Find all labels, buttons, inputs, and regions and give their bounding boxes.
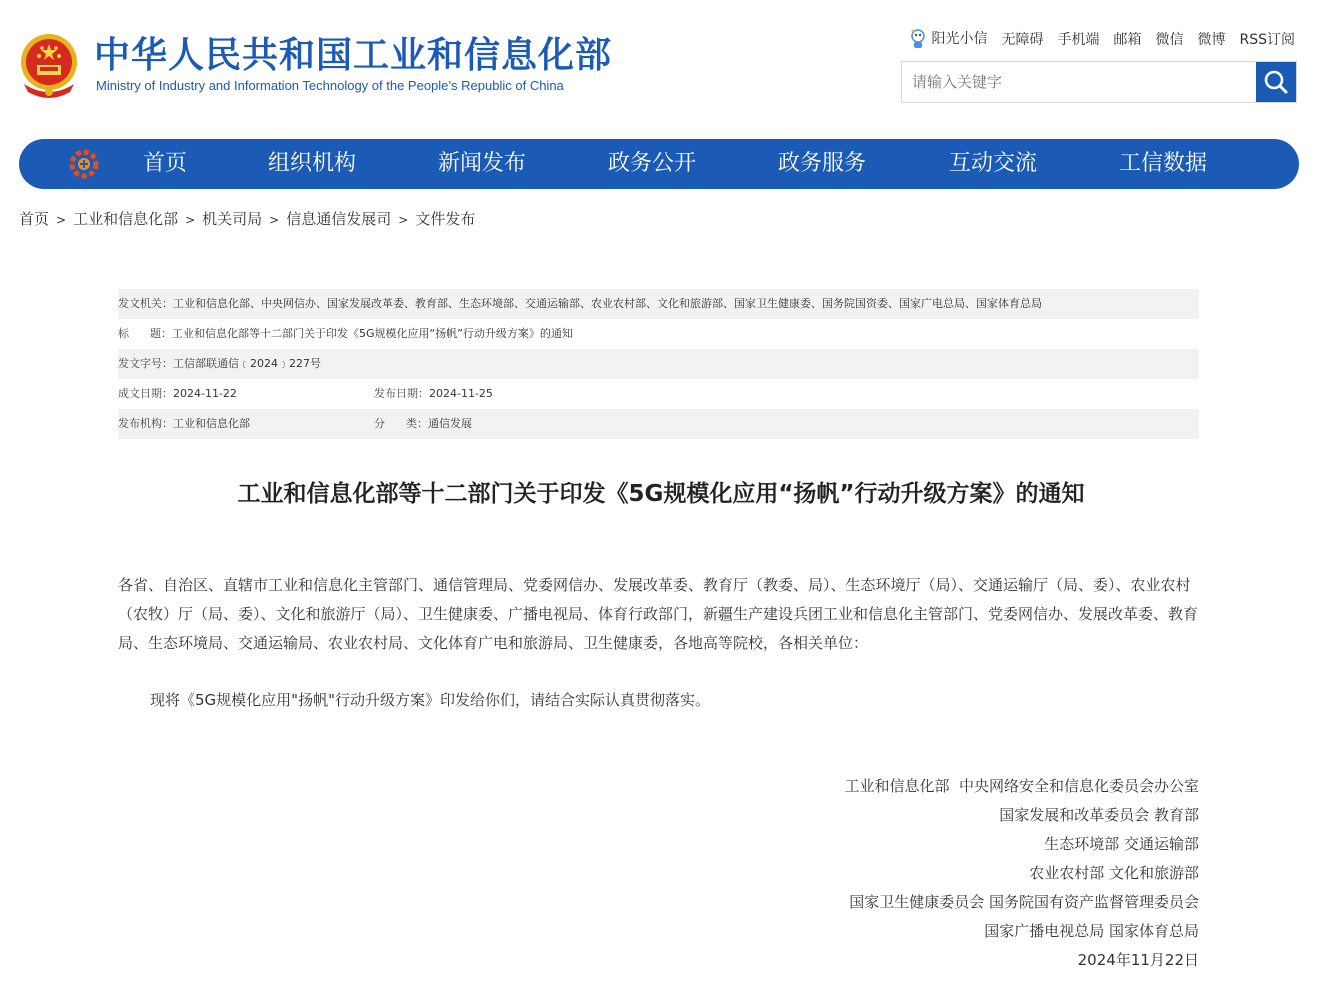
category-label: 分 类： (374, 417, 428, 430)
docno-value: 工信部联通信﹝2024﹞227号 (173, 357, 321, 370)
site-title-english: Ministry of Industry and Information Technology of the People’s Republic of China (96, 78, 564, 93)
breadcrumb-separator: > (185, 213, 196, 227)
top-links (909, 28, 1295, 50)
published-value: 2024-11-25 (429, 387, 493, 400)
meta-row-org (118, 409, 1199, 439)
signing-date: 2024年11月22日 (1077, 951, 1199, 969)
breadcrumb-ict-dept[interactable]: 信息通信发展司 (286, 210, 392, 228)
nav-government-affairs[interactable]: 政务公开 (607, 151, 697, 176)
signer-line: 农业农村部 文化和旅游部 (1029, 864, 1199, 882)
category-cell (374, 409, 472, 439)
article-body: 现将《5G规模化应用"扬帆"行动升级方案》印发给你们，请结合实际认真贯彻落实。 (150, 691, 710, 709)
site-title: 中华人民共和国工业和信息化部 (94, 35, 613, 76)
title-value: 工业和信息化部等十二部门关于印发《5G规模化应用“扬帆”行动升级方案》的通知 (171, 327, 573, 340)
breadcrumb-separator: > (56, 213, 67, 227)
signer-line: 工业和信息化部 中央网络安全和信息化委员会办公室 (844, 777, 1199, 795)
meta-row-issuer (118, 289, 1199, 319)
main-nav (19, 139, 1299, 189)
signer-line: 国家卫生健康委员会 国务院国有资产监督管理委员会 (849, 893, 1199, 911)
signer-line: 国家广播电视总局 国家体育总局 (984, 922, 1199, 940)
signer-line: 国家发展和改革委员会 教育部 (999, 806, 1199, 824)
issuer-value: 工业和信息化部、中央网信办、国家发展改革委、教育部、生态环境部、交通运输部、农业农村部、文化和旅游部、国家卫生健康委、国务院国资委、国家广电总局、国家体育总局 (173, 297, 1042, 310)
nav-government-services[interactable]: 政务服务 (777, 151, 867, 176)
sunshine-assistant-link[interactable] (909, 28, 987, 50)
created-value: 2024-11-22 (173, 387, 237, 400)
breadcrumb (19, 208, 475, 229)
miit-logo-icon (67, 147, 101, 181)
mobile-link[interactable]: 手机端 (1057, 32, 1100, 48)
org-value: 工业和信息化部 (173, 417, 250, 430)
document-meta (118, 289, 1199, 439)
breadcrumb-departments[interactable]: 机关司局 (202, 210, 263, 228)
sunshine-assistant-label: 阳光小信 (931, 31, 988, 47)
nav-interaction[interactable]: 互动交流 (948, 151, 1038, 176)
article-title: 工业和信息化部等十二部门关于印发《5G规模化应用“扬帆”行动升级方案》的通知 (237, 481, 1085, 507)
meta-row-dates (118, 379, 1199, 409)
accessibility-link[interactable]: 无障碍 (1001, 32, 1044, 48)
wechat-link[interactable]: 微信 (1155, 32, 1184, 48)
created-label: 成文日期： (118, 387, 173, 400)
robot-icon (909, 28, 927, 50)
weibo-link[interactable]: 微博 (1197, 32, 1226, 48)
published-cell (374, 379, 493, 409)
docno-label: 发文字号： (118, 357, 173, 370)
search-box (901, 61, 1297, 103)
breadcrumb-file-release[interactable]: 文件发布 (415, 210, 476, 228)
breadcrumb-separator: > (269, 213, 280, 227)
title-label: 标 题： (118, 327, 172, 340)
issuer-label: 发文机关： (118, 297, 173, 310)
search-input[interactable] (902, 62, 1256, 102)
search-button[interactable] (1256, 62, 1296, 102)
article-signers (844, 772, 1199, 975)
article-addressees: 各省、自治区、直辖市工业和信息化主管部门、通信管理局、党委网信办、发展改革委、教育厅（教委、局）、生态环境厅（局）、交通运输厅（局、委）、农业农村（农牧）厅（局、委）、文化和旅游厅（局）、卫生健康委、广播电视局、体育行政部门，新疆生产建设兵团工业和信息化主管部门、党委网信办、发展改革委、教育局、生态环境局、交通运输局、农业农村局、文化体育广电和旅游局、卫生健康委，各地高等院校，各相关单位： (118, 576, 1199, 652)
nav-home[interactable]: 首页 (142, 151, 188, 176)
signer-line: 生态环境部 交通运输部 (1044, 835, 1199, 853)
breadcrumb-miit[interactable]: 工业和信息化部 (73, 210, 179, 228)
meta-row-title (118, 319, 1199, 349)
nav-data[interactable]: 工信数据 (1118, 151, 1208, 176)
national-emblem-icon (18, 32, 80, 98)
mailbox-link[interactable]: 邮箱 (1113, 32, 1142, 48)
rss-link[interactable]: RSS订阅 (1239, 32, 1295, 48)
published-label: 发布日期： (374, 387, 429, 400)
org-label: 发布机构： (118, 417, 173, 430)
meta-row-docno (118, 349, 1199, 379)
nav-organization[interactable]: 组织机构 (267, 151, 357, 176)
nav-news[interactable]: 新闻发布 (437, 151, 527, 176)
breadcrumb-home[interactable]: 首页 (19, 210, 50, 228)
category-value: 通信发展 (427, 417, 472, 430)
breadcrumb-separator: > (398, 213, 409, 227)
search-icon (1256, 62, 1296, 102)
